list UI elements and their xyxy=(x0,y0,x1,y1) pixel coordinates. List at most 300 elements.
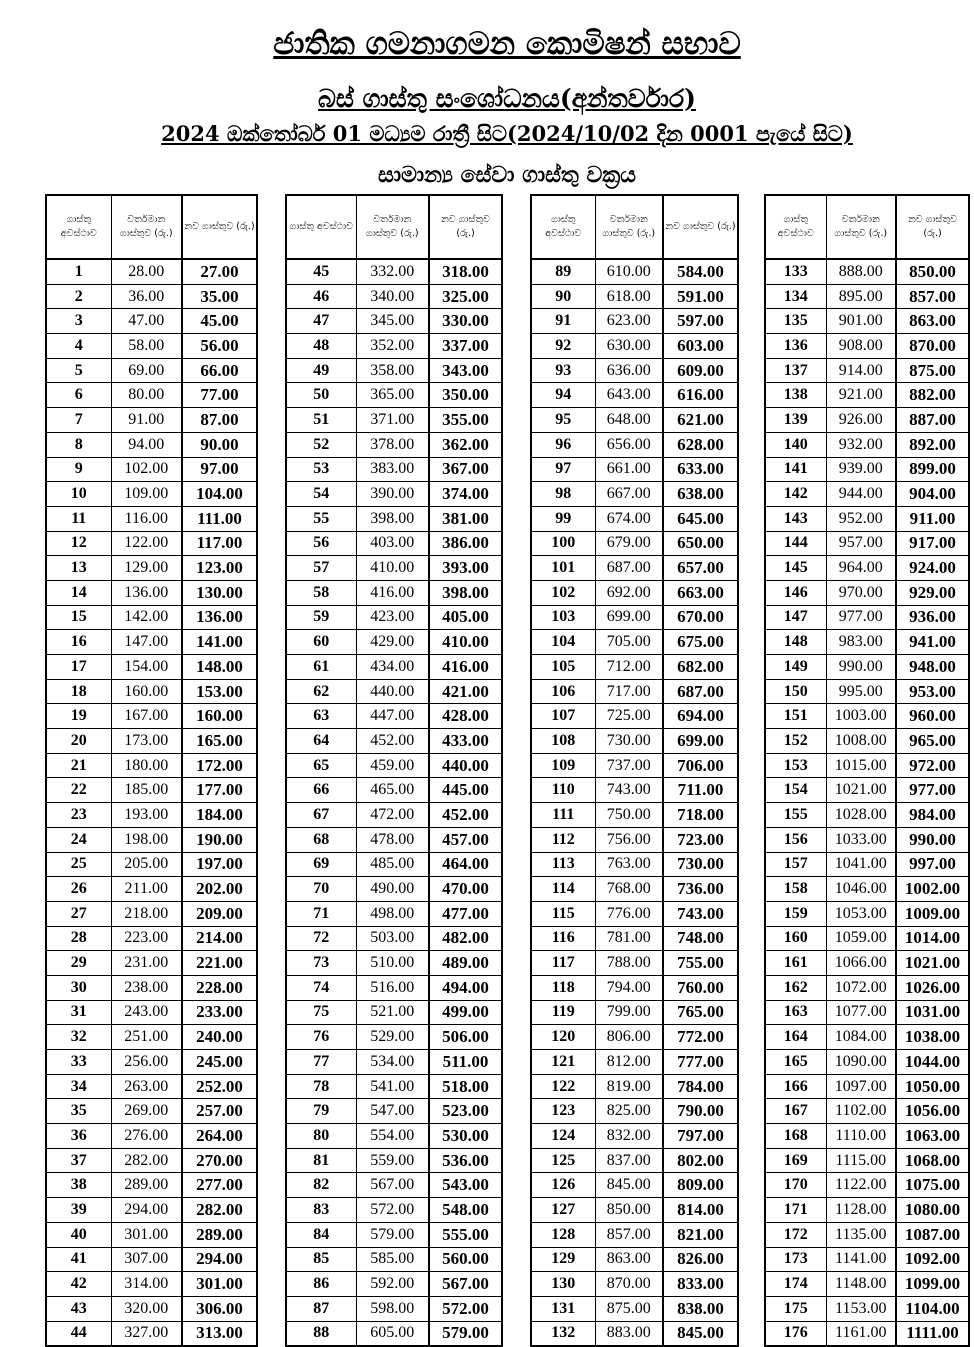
table-row xyxy=(46,704,257,729)
stage-cell: 22 xyxy=(46,778,111,803)
current-fare-cell: 383.00 xyxy=(356,457,429,482)
new-fare-cell: 663.00 xyxy=(663,580,738,605)
table-row xyxy=(531,877,738,902)
table-row xyxy=(765,1321,969,1346)
new-fare-cell: 638.00 xyxy=(663,482,738,507)
table-row xyxy=(286,506,502,531)
new-fare-cell: 633.00 xyxy=(663,457,738,482)
table-row xyxy=(765,1198,969,1223)
new-fare-cell: 833.00 xyxy=(663,1272,738,1297)
table-row xyxy=(765,679,969,704)
table-row xyxy=(531,1222,738,1247)
current-fare-cell: 970.00 xyxy=(826,580,896,605)
table-row xyxy=(531,852,738,877)
stage-cell: 41 xyxy=(46,1247,111,1272)
stage-cell: 44 xyxy=(46,1321,111,1346)
current-fare-cell: 776.00 xyxy=(595,901,663,926)
current-fare-cell: 440.00 xyxy=(356,679,429,704)
table-row xyxy=(765,1000,969,1025)
new-fare-cell: 777.00 xyxy=(663,1050,738,1075)
new-fare-cell: 579.00 xyxy=(429,1321,502,1346)
table-row xyxy=(286,704,502,729)
stage-cell: 169 xyxy=(765,1148,826,1173)
new-fare-cell: 536.00 xyxy=(429,1148,502,1173)
new-fare-cell: 723.00 xyxy=(663,827,738,852)
current-fare-cell: 320.00 xyxy=(111,1296,182,1321)
new-fare-cell: 330.00 xyxy=(429,309,502,334)
new-fare-cell: 506.00 xyxy=(429,1025,502,1050)
table-row xyxy=(531,1074,738,1099)
stage-cell: 136 xyxy=(765,334,826,359)
current-fare-cell: 863.00 xyxy=(595,1247,663,1272)
current-fare-cell: 1046.00 xyxy=(826,877,896,902)
new-fare-cell: 948.00 xyxy=(896,655,969,680)
table-row xyxy=(286,457,502,482)
table-row xyxy=(531,457,738,482)
current-fare-cell: 238.00 xyxy=(111,975,182,1000)
stage-cell: 83 xyxy=(286,1198,356,1223)
stage-cell: 12 xyxy=(46,531,111,556)
stage-cell: 88 xyxy=(286,1321,356,1346)
stage-cell: 93 xyxy=(531,358,595,383)
stage-cell: 13 xyxy=(46,556,111,581)
new-fare-cell: 1104.00 xyxy=(896,1296,969,1321)
table-row xyxy=(531,605,738,630)
stage-cell: 38 xyxy=(46,1173,111,1198)
current-fare-cell: 307.00 xyxy=(111,1247,182,1272)
new-fare-cell: 645.00 xyxy=(663,506,738,531)
stage-cell: 27 xyxy=(46,901,111,926)
current-fare-cell: 1115.00 xyxy=(826,1148,896,1173)
stage-cell: 79 xyxy=(286,1099,356,1124)
stage-cell: 53 xyxy=(286,457,356,482)
table-row xyxy=(286,482,502,507)
stage-cell: 4 xyxy=(46,334,111,359)
stage-cell: 15 xyxy=(46,605,111,630)
table-row xyxy=(286,1000,502,1025)
stage-cell: 127 xyxy=(531,1198,595,1223)
stage-cell: 66 xyxy=(286,778,356,803)
current-fare-cell: 58.00 xyxy=(111,334,182,359)
table-row xyxy=(531,334,738,359)
current-fare-cell: 231.00 xyxy=(111,951,182,976)
new-fare-cell: 477.00 xyxy=(429,901,502,926)
new-fare-cell: 845.00 xyxy=(663,1321,738,1346)
stage-cell: 7 xyxy=(46,408,111,433)
new-fare-cell: 863.00 xyxy=(896,309,969,334)
stage-cell: 129 xyxy=(531,1247,595,1272)
current-fare-cell: 498.00 xyxy=(356,901,429,926)
table-row xyxy=(46,1247,257,1272)
new-fare-cell: 264.00 xyxy=(182,1124,257,1149)
current-fare-cell: 944.00 xyxy=(826,482,896,507)
table-row xyxy=(531,358,738,383)
current-fare-cell: 832.00 xyxy=(595,1124,663,1149)
stage-cell: 128 xyxy=(531,1222,595,1247)
new-fare-cell: 997.00 xyxy=(896,852,969,877)
new-fare-cell: 911.00 xyxy=(896,506,969,531)
table-row xyxy=(286,877,502,902)
current-fare-cell: 1148.00 xyxy=(826,1272,896,1297)
stage-cell: 81 xyxy=(286,1148,356,1173)
current-fare-cell: 1066.00 xyxy=(826,951,896,976)
page-subtitle: බස් ගාස්තු සංශෝධනය(අන්තර්වාර) xyxy=(318,84,696,113)
stage-cell: 125 xyxy=(531,1148,595,1173)
current-fare-cell: 845.00 xyxy=(595,1173,663,1198)
table-row xyxy=(286,531,502,556)
current-fare-cell: 276.00 xyxy=(111,1124,182,1149)
new-fare-cell: 904.00 xyxy=(896,482,969,507)
stage-cell: 99 xyxy=(531,506,595,531)
stage-cell: 70 xyxy=(286,877,356,902)
new-fare-cell: 616.00 xyxy=(663,383,738,408)
current-fare-cell: 301.00 xyxy=(111,1222,182,1247)
table-row xyxy=(286,1124,502,1149)
current-fare-cell: 661.00 xyxy=(595,457,663,482)
new-fare-cell: 657.00 xyxy=(663,556,738,581)
new-fare-cell: 584.00 xyxy=(663,259,738,284)
new-fare-cell: 325.00 xyxy=(429,284,502,309)
current-fare-cell: 403.00 xyxy=(356,531,429,556)
table-row xyxy=(286,951,502,976)
current-fare-cell: 109.00 xyxy=(111,482,182,507)
current-fare-cell: 692.00 xyxy=(595,580,663,605)
table-row xyxy=(765,358,969,383)
new-fare-cell: 66.00 xyxy=(182,358,257,383)
current-fare-cell: 977.00 xyxy=(826,605,896,630)
stage-cell: 6 xyxy=(46,383,111,408)
stage-cell: 80 xyxy=(286,1124,356,1149)
table-row xyxy=(531,309,738,334)
stage-cell: 42 xyxy=(46,1272,111,1297)
new-fare-cell: 398.00 xyxy=(429,580,502,605)
new-fare-cell: 362.00 xyxy=(429,432,502,457)
current-fare-cell: 410.00 xyxy=(356,556,429,581)
table-row xyxy=(765,704,969,729)
table-row xyxy=(765,334,969,359)
current-fare-cell: 952.00 xyxy=(826,506,896,531)
table-row xyxy=(765,1025,969,1050)
table-row xyxy=(46,1000,257,1025)
new-fare-cell: 214.00 xyxy=(182,926,257,951)
new-fare-cell: 374.00 xyxy=(429,482,502,507)
table-row xyxy=(531,1050,738,1075)
current-fare-cell: 1102.00 xyxy=(826,1099,896,1124)
current-fare-cell: 674.00 xyxy=(595,506,663,531)
stage-cell: 56 xyxy=(286,531,356,556)
current-fare-cell: 921.00 xyxy=(826,383,896,408)
current-fare-cell: 598.00 xyxy=(356,1296,429,1321)
stage-cell: 160 xyxy=(765,926,826,951)
table-row xyxy=(765,655,969,680)
new-fare-cell: 882.00 xyxy=(896,383,969,408)
stage-cell: 76 xyxy=(286,1025,356,1050)
stage-cell: 34 xyxy=(46,1074,111,1099)
new-fare-cell: 209.00 xyxy=(182,901,257,926)
fare-table-4 xyxy=(764,194,970,1347)
current-fare-cell: 185.00 xyxy=(111,778,182,803)
current-fare-cell: 812.00 xyxy=(595,1050,663,1075)
current-fare-cell: 218.00 xyxy=(111,901,182,926)
current-fare-cell: 1003.00 xyxy=(826,704,896,729)
new-fare-cell: 117.00 xyxy=(182,531,257,556)
table-row xyxy=(531,1025,738,1050)
stage-cell: 64 xyxy=(286,729,356,754)
stage-cell: 141 xyxy=(765,457,826,482)
stage-cell: 52 xyxy=(286,432,356,457)
table-row xyxy=(531,778,738,803)
table-row xyxy=(46,679,257,704)
new-fare-cell: 160.00 xyxy=(182,704,257,729)
new-fare-cell: 682.00 xyxy=(663,655,738,680)
current-fare-cell: 554.00 xyxy=(356,1124,429,1149)
current-fare-cell: 429.00 xyxy=(356,630,429,655)
current-fare-cell: 1135.00 xyxy=(826,1222,896,1247)
current-fare-cell: 743.00 xyxy=(595,778,663,803)
current-fare-cell: 345.00 xyxy=(356,309,429,334)
stage-cell: 140 xyxy=(765,432,826,457)
table-row xyxy=(286,1050,502,1075)
current-fare-cell: 263.00 xyxy=(111,1074,182,1099)
table-row xyxy=(46,259,257,284)
current-fare-cell: 503.00 xyxy=(356,926,429,951)
new-fare-cell: 875.00 xyxy=(896,358,969,383)
new-fare-cell: 809.00 xyxy=(663,1173,738,1198)
stage-cell: 114 xyxy=(531,877,595,902)
stage-cell: 115 xyxy=(531,901,595,926)
table-row xyxy=(765,1148,969,1173)
current-fare-cell: 1072.00 xyxy=(826,975,896,1000)
new-fare-cell: 240.00 xyxy=(182,1025,257,1050)
table-row xyxy=(531,506,738,531)
current-fare-cell: 340.00 xyxy=(356,284,429,309)
new-fare-cell: 990.00 xyxy=(896,827,969,852)
stage-cell: 172 xyxy=(765,1222,826,1247)
current-fare-cell: 559.00 xyxy=(356,1148,429,1173)
new-fare-cell: 489.00 xyxy=(429,951,502,976)
new-fare-cell: 924.00 xyxy=(896,556,969,581)
table-row xyxy=(765,753,969,778)
new-fare-cell: 457.00 xyxy=(429,827,502,852)
table-row xyxy=(531,679,738,704)
table-row xyxy=(46,580,257,605)
stage-header: ගාස්තු අවස්ථාව xyxy=(531,195,595,259)
stage-cell: 122 xyxy=(531,1074,595,1099)
stage-cell: 28 xyxy=(46,926,111,951)
current-fare-cell: 648.00 xyxy=(595,408,663,433)
table-row xyxy=(531,1296,738,1321)
current-fare-cell: 725.00 xyxy=(595,704,663,729)
table-row xyxy=(286,729,502,754)
current-fare-cell: 91.00 xyxy=(111,408,182,433)
stage-cell: 74 xyxy=(286,975,356,1000)
current-fare-cell: 1059.00 xyxy=(826,926,896,951)
stage-cell: 145 xyxy=(765,556,826,581)
stage-cell: 102 xyxy=(531,580,595,605)
table-row xyxy=(46,901,257,926)
table-row xyxy=(531,630,738,655)
stage-cell: 108 xyxy=(531,729,595,754)
table-row xyxy=(286,655,502,680)
stage-cell: 63 xyxy=(286,704,356,729)
current-fare-cell: 269.00 xyxy=(111,1099,182,1124)
new-fare-cell: 941.00 xyxy=(896,630,969,655)
table-row xyxy=(46,556,257,581)
new-fare-header: නව ගාස්තුව (රු.) xyxy=(663,195,738,259)
stage-cell: 104 xyxy=(531,630,595,655)
current-fare-cell: 875.00 xyxy=(595,1296,663,1321)
current-fare-cell: 1077.00 xyxy=(826,1000,896,1025)
current-fare-cell: 1141.00 xyxy=(826,1247,896,1272)
stage-cell: 86 xyxy=(286,1272,356,1297)
new-fare-cell: 899.00 xyxy=(896,457,969,482)
current-fare-cell: 908.00 xyxy=(826,334,896,359)
current-fare-cell: 129.00 xyxy=(111,556,182,581)
current-fare-cell: 1033.00 xyxy=(826,827,896,852)
current-fare-cell: 160.00 xyxy=(111,679,182,704)
new-fare-cell: 445.00 xyxy=(429,778,502,803)
current-fare-cell: 251.00 xyxy=(111,1025,182,1050)
new-fare-cell: 821.00 xyxy=(663,1222,738,1247)
table-row xyxy=(765,1099,969,1124)
new-fare-cell: 97.00 xyxy=(182,457,257,482)
table-row xyxy=(46,1025,257,1050)
stage-cell: 175 xyxy=(765,1296,826,1321)
new-fare-cell: 1092.00 xyxy=(896,1247,969,1272)
table-row xyxy=(765,408,969,433)
current-fare-cell: 352.00 xyxy=(356,334,429,359)
stage-cell: 113 xyxy=(531,852,595,877)
stage-cell: 1 xyxy=(46,259,111,284)
new-fare-cell: 1038.00 xyxy=(896,1025,969,1050)
current-fare-cell: 1028.00 xyxy=(826,803,896,828)
stage-cell: 170 xyxy=(765,1173,826,1198)
current-fare-cell: 416.00 xyxy=(356,580,429,605)
current-fare-cell: 28.00 xyxy=(111,259,182,284)
table-row xyxy=(286,1321,502,1346)
table-row xyxy=(46,1296,257,1321)
table-row xyxy=(531,926,738,951)
new-fare-cell: 172.00 xyxy=(182,753,257,778)
current-fare-cell: 712.00 xyxy=(595,655,663,680)
effective-date-line: 2024 ඔක්තෝබර් 01 මධ්‍යම රාත්‍රී සිට(2024/10/02 දින 0001 පැයේ සිට) xyxy=(161,121,853,146)
stage-cell: 167 xyxy=(765,1099,826,1124)
stage-cell: 87 xyxy=(286,1296,356,1321)
new-fare-cell: 960.00 xyxy=(896,704,969,729)
current-fare-cell: 516.00 xyxy=(356,975,429,1000)
current-fare-cell: 667.00 xyxy=(595,482,663,507)
fare-table-2 xyxy=(285,194,503,1347)
new-fare-cell: 123.00 xyxy=(182,556,257,581)
stage-cell: 156 xyxy=(765,827,826,852)
table-row xyxy=(46,1099,257,1124)
table-row xyxy=(765,580,969,605)
current-fare-cell: 398.00 xyxy=(356,506,429,531)
new-fare-cell: 1068.00 xyxy=(896,1148,969,1173)
current-fare-cell: 243.00 xyxy=(111,1000,182,1025)
table-row xyxy=(46,1124,257,1149)
table-row xyxy=(46,778,257,803)
stage-cell: 95 xyxy=(531,408,595,433)
table-row xyxy=(765,1296,969,1321)
table-row xyxy=(531,1247,738,1272)
stage-cell: 111 xyxy=(531,803,595,828)
table-row xyxy=(286,803,502,828)
new-fare-cell: 221.00 xyxy=(182,951,257,976)
stage-cell: 139 xyxy=(765,408,826,433)
new-fare-cell: 313.00 xyxy=(182,1321,257,1346)
stage-cell: 39 xyxy=(46,1198,111,1223)
table-row xyxy=(765,506,969,531)
table-row xyxy=(765,605,969,630)
stage-cell: 165 xyxy=(765,1050,826,1075)
table-row xyxy=(286,852,502,877)
stage-cell: 59 xyxy=(286,605,356,630)
stage-cell: 147 xyxy=(765,605,826,630)
stage-cell: 163 xyxy=(765,1000,826,1025)
stage-cell: 69 xyxy=(286,852,356,877)
stage-cell: 35 xyxy=(46,1099,111,1124)
stage-cell: 105 xyxy=(531,655,595,680)
current-fare-cell: 36.00 xyxy=(111,284,182,309)
new-fare-cell: 355.00 xyxy=(429,408,502,433)
stage-cell: 58 xyxy=(286,580,356,605)
table-row xyxy=(286,284,502,309)
new-fare-cell: 936.00 xyxy=(896,605,969,630)
current-fare-cell: 534.00 xyxy=(356,1050,429,1075)
table-row xyxy=(765,284,969,309)
new-fare-cell: 27.00 xyxy=(182,259,257,284)
stage-cell: 51 xyxy=(286,408,356,433)
new-fare-cell: 965.00 xyxy=(896,729,969,754)
new-fare-cell: 609.00 xyxy=(663,358,738,383)
new-fare-cell: 1026.00 xyxy=(896,975,969,1000)
table-row xyxy=(531,259,738,284)
stage-cell: 133 xyxy=(765,259,826,284)
stage-cell: 144 xyxy=(765,531,826,556)
current-fare-cell: 1084.00 xyxy=(826,1025,896,1050)
table-row xyxy=(286,753,502,778)
table-row xyxy=(531,556,738,581)
current-fare-cell: 180.00 xyxy=(111,753,182,778)
current-fare-cell: 888.00 xyxy=(826,259,896,284)
current-fare-cell: 781.00 xyxy=(595,926,663,951)
stage-cell: 37 xyxy=(46,1148,111,1173)
table-row xyxy=(46,1198,257,1223)
new-fare-cell: 130.00 xyxy=(182,580,257,605)
stage-cell: 72 xyxy=(286,926,356,951)
new-fare-cell: 977.00 xyxy=(896,778,969,803)
stage-cell: 116 xyxy=(531,926,595,951)
new-fare-cell: 45.00 xyxy=(182,309,257,334)
current-fare-cell: 794.00 xyxy=(595,975,663,1000)
new-fare-cell: 416.00 xyxy=(429,655,502,680)
new-fare-cell: 887.00 xyxy=(896,408,969,433)
table-row xyxy=(46,383,257,408)
table-row xyxy=(765,778,969,803)
table-row xyxy=(46,358,257,383)
current-fare-cell: 1110.00 xyxy=(826,1124,896,1149)
stage-cell: 60 xyxy=(286,630,356,655)
table-row xyxy=(286,630,502,655)
current-fare-cell: 223.00 xyxy=(111,926,182,951)
table-row xyxy=(286,1025,502,1050)
current-fare-cell: 1021.00 xyxy=(826,778,896,803)
current-fare-cell: 434.00 xyxy=(356,655,429,680)
table-row xyxy=(765,259,969,284)
stage-cell: 143 xyxy=(765,506,826,531)
new-fare-cell: 784.00 xyxy=(663,1074,738,1099)
